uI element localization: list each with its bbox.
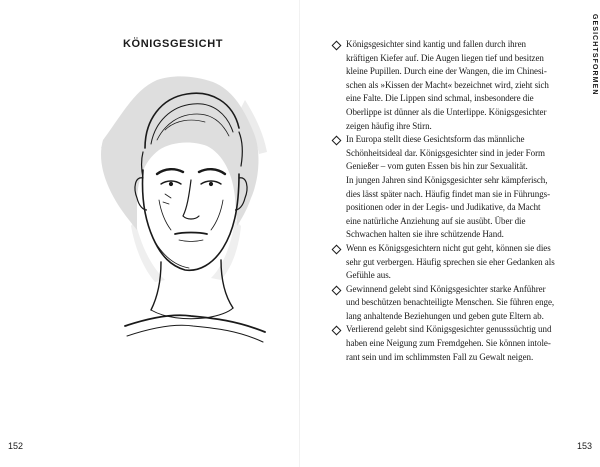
text-line: kleine Pupillen. Durch eine der Wangen, die im Chinesi- <box>346 66 547 77</box>
diamond-bullet-icon <box>332 41 342 51</box>
text-line: Oberlippe ist dünner als die Unterlippe. Königsgesichter <box>346 106 547 117</box>
diamond-bullet-icon <box>332 244 342 254</box>
bullet-item <box>332 38 549 133</box>
right-page <box>300 0 600 467</box>
text-line: kräftigen Kiefer auf. Die Augen liegen tief und besitzen <box>346 52 544 63</box>
page-number-right: 153 <box>576 441 592 451</box>
cheek-lines <box>159 194 223 230</box>
section-label: GESICHTSFORMEN <box>591 14 598 96</box>
text-line: Verlierend gelebt sind Königsgesichter genusssüchtig und <box>346 324 552 335</box>
text-line: positionen oder in der Legis- und Judikative, da Macht <box>346 202 541 213</box>
text-line: Gewinnend gelebt sind Königsgesichter starke Anführer <box>346 283 546 294</box>
text-line: eine natürliche Anziehung auf sie ausübt. Über die <box>346 215 526 226</box>
diamond-bullet-icon <box>332 136 342 146</box>
text-line: zeigen häufig ihre Stirn. <box>346 120 432 131</box>
text-line: und beschützen benachteiligte Menschen. Sie führen enge, <box>346 297 555 308</box>
bullet-list <box>332 38 555 364</box>
face-illustration <box>95 70 275 360</box>
diamond-bullet-icon <box>332 285 342 295</box>
text-line: eine Falte. Die Lippen sind schmal, insbesondere die <box>346 93 534 104</box>
text-line: sehr gut verbergen. Häufig sprechen sie eher Gedanken als <box>346 256 555 267</box>
mouth <box>175 233 207 242</box>
bullet-item <box>332 323 552 364</box>
neck-and-shirt <box>125 260 265 342</box>
text-line: rant sein und im schlimmsten Fall zu Gewalt neigen. <box>346 351 534 362</box>
text-line: dies lässt später nach. Häufig findet man sie in Führungs- <box>346 188 551 199</box>
text-line: Genießer – vom guten Essen bis hin zur Sexualität. <box>346 161 528 172</box>
watercolor-wash <box>101 76 267 282</box>
text-line: haben eine Neigung zum Fremdgehen. Sie können intole- <box>346 338 551 349</box>
text-line: In Europa stellt diese Gesichtsform das männliche <box>346 134 525 145</box>
text-line: Schwachen halten sie ihre schützende Hand. <box>346 229 504 240</box>
text-line: lang anhaltende Beziehungen und geben gute Eltern ab. <box>346 310 544 321</box>
text-line: Königsgesichter sind kantig und fallen durch ihren <box>346 39 526 49</box>
text-line: Schönheitsideal dar. Königsgesichter sind in jeder Form <box>346 147 545 158</box>
bullet-item <box>332 133 551 242</box>
text-line: schen als »Kissen der Macht« bezeichnet wird, zieht sich <box>346 79 549 90</box>
diamond-bullet-icon <box>332 326 342 336</box>
bullet-item <box>332 242 555 283</box>
nose <box>183 180 199 219</box>
text-line: In jungen Jahren sind Königsgesichter sehr kämpferisch, <box>346 174 548 185</box>
bullet-item <box>332 283 555 324</box>
page-number-left: 152 <box>8 441 24 451</box>
text-line: Wenn es Königsgesichtern nicht gut geht, können sie dies <box>346 242 551 253</box>
text-line: Gefühle aus. <box>346 270 391 281</box>
page-title: KÖNIGSGESICHT <box>123 38 224 50</box>
